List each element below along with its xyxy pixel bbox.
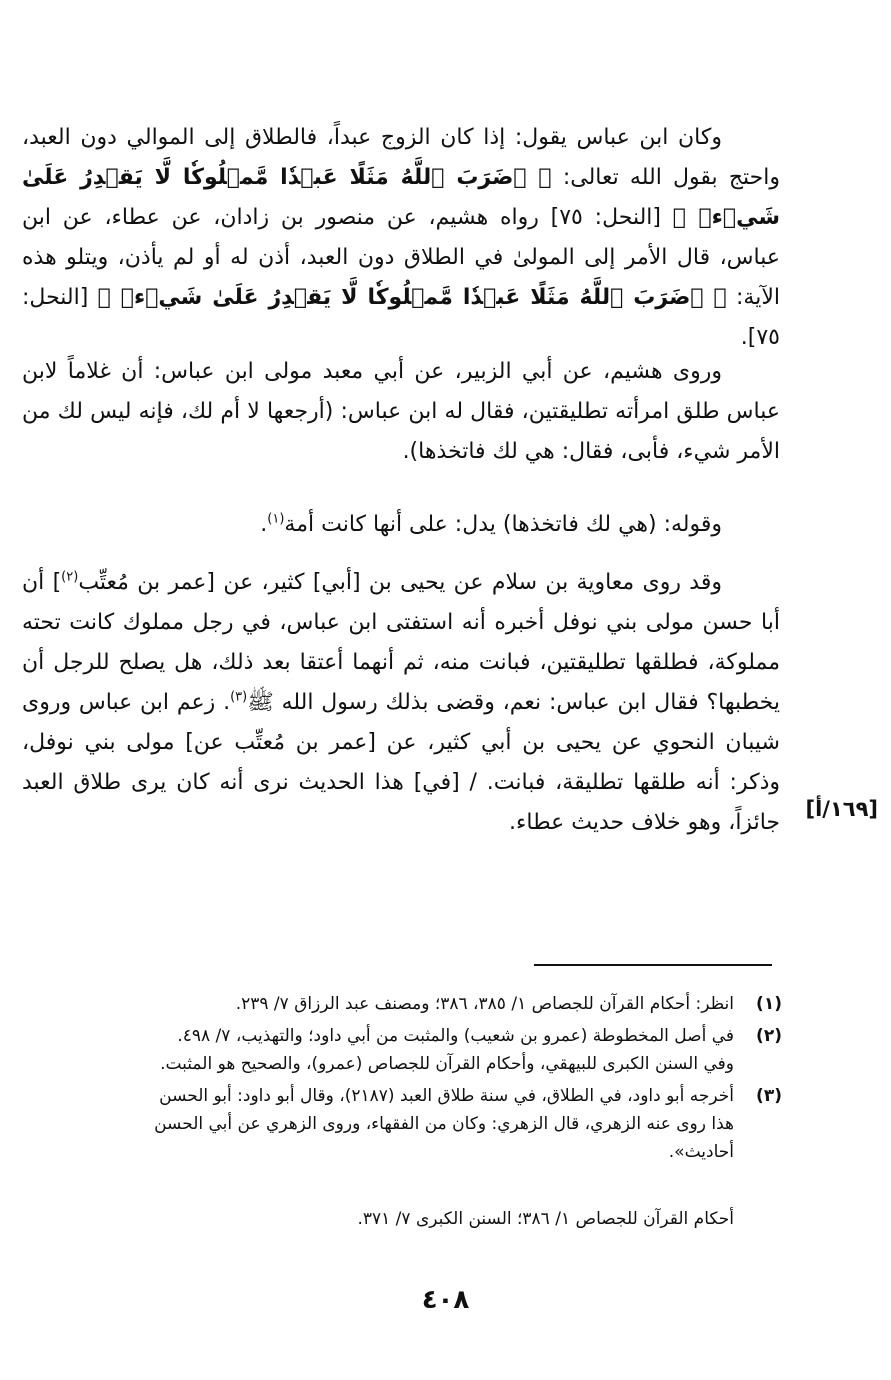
paragraph-2: وروى هشيم، عن أبي الزبير، عن أبي معبد مولى ابن عباس: أن غلاماً لابن عباس طلق امرأته تطليقتين، فقال له ابن عباس: (أرجعها لا أم لك، فإنه ليس لك من الأمر شيء، فأبى، فقال: هي لك فاتخذها). [22,359,780,464]
paragraph-1 [22,118,780,358]
footnote-number: (١) [756,994,782,1014]
footnote-ref-1[interactable]: (١) [267,511,285,527]
paragraph-4 [22,563,780,843]
footnote-number: (٣) [756,1086,782,1106]
footnote-1 [30,990,782,1018]
footnote-ref-3[interactable]: (٣) [230,689,248,705]
footnote-number: (٢) [756,1026,782,1046]
footnote-text [30,1022,734,1078]
paragraph-1-text-a: وكان ابن عباس يقول: إذا كان الزوج عبداً، فالطلاق إلى الموالي دون العبد، واحتج بقول الله تعالى: [22,125,780,190]
quran-verse-1: ﴿ ۞ضَرَبَ ٱللَّهُ مَثَلًا عَبۡدٗا مَّمۡلُوكٗا لَّا يَقۡدِرُ عَلَىٰ شَيۡءٖ ﴾ [22,165,780,230]
footnote-line: انظر: أحكام القرآن للجصاص ١/ ٣٨٥، ٣٨٦؛ ومصنف عبد الرزاق ٧/ ٢٣٩. [235,994,734,1014]
footnote-line: أحاديث». [668,1142,734,1162]
footnote-continuation: أحكام القرآن للجصاص ١/ ٣٨٦؛ السنن الكبرى ٧/ ٣٧١. [357,1209,734,1229]
paragraph-3 [22,505,780,545]
footnote-2 [30,1022,782,1078]
paragraph-1-text-b: [النحل: ٧٥] رواه هشيم، عن منصور بن زادان، عن عطاء، عن ابن عباس، قال الأمر إلى المولىٰ في الطلاق دون العبد، أذن له أو لم يأذن، ويتلو هذه الآية: [22,205,780,310]
page-number: ٤٠٨ [421,1285,470,1315]
paragraph-3-end: . [260,512,268,537]
footnote-3 [30,1082,782,1166]
footnote-line: في أصل المخطوطة (عمرو بن شعيب) والمثبت من أبي داود؛ والتهذيب، ٧/ ٤٩٨. [177,1026,734,1046]
footnote-text [30,990,734,1018]
footnote-line: أخرجه أبو داود، في الطلاق، في سنة طلاق العبد (٢١٨٧)، وقال أبو داود: أبو الحسن [159,1086,734,1106]
paragraph-4-text-a: وقد روى معاوية بن سلام عن يحيى بن [أبي] كثير، عن [عمر بن مُعتِّب [78,570,722,595]
quran-verse-2: ﴿ ۞ضَرَبَ ٱللَّهُ مَثَلًا عَبۡدٗا مَّمۡلُوكٗا لَّا يَقۡدِرُ عَلَىٰ شَيۡءٖ ﴾ [97,285,727,310]
paragraph-1-text-c: [النحل: ٧٥]. [22,285,780,350]
footnote-line: وفي السنن الكبرى للبيهقي، وأحكام القرآن للجصاص (عمرو)، والصحيح هو المثبت. [160,1054,734,1074]
paragraph-4-text-c: . زعم ابن عباس وروى شيبان النحوي عن يحيى بن أبي كثير، عن [عمر بن مُعتِّب عن] مولى بني نوفل، وذكر: أنه طلقها تطليقة، فبانت. / [في] هذا الحديث نرى أنه كان يرى طلاق العبد جائزاً، وهو خلاف حديث عطاء. [22,690,780,835]
footnote-line: هذا روى عنه الزهري، قال الزهري: وكان من الفقهاء، وروى الزهري عن أبي الحسن [154,1114,734,1134]
paragraph-4-text-b: ] أن أبا حسن مولى بني نوفل أخبره أنه استفتى ابن عباس، في رجل مملوك كانت تحته مملوكة، فطلقها تطليقتين، فبانت منه، ثم أنهما أعتقا بعد ذلك، هل يصلح للرجل أن يخطبها؟ فقال ابن عباس: نعم، وقضى بذلك رسول الله ﷺ [22,570,780,715]
footnote-divider [534,964,772,966]
footnote-text [30,1082,734,1166]
footnote-ref-2[interactable]: (٢) [61,569,79,585]
paragraph-3-text: وقوله: (هي لك فاتخذها) يدل: على أنها كانت أمة [284,512,722,537]
manuscript-folio-marker: [١٦٩/أ] [805,797,878,821]
footnotes [30,990,782,1170]
